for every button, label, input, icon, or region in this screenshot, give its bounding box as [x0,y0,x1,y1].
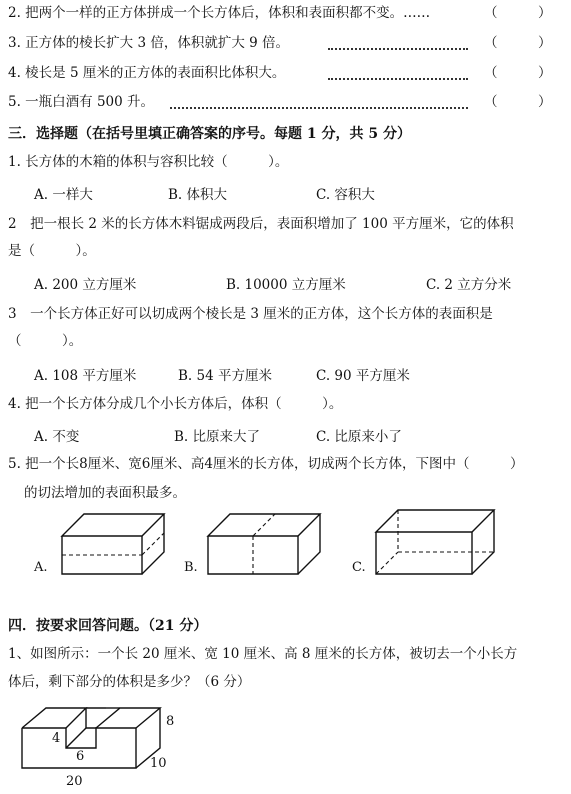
tf-answer-paren-3[interactable]: （ ） [484,35,552,51]
mc-q4-option-a[interactable]: A. 不变 [34,429,80,445]
mc-q1-option-b[interactable]: B. 体积大 [168,187,228,203]
tf-item-4: 4. 棱长是 5 厘米的正方体的表面积比体积大。 [8,65,286,81]
dimension-6-label: 6 [76,749,85,764]
mc-q1-option-c[interactable]: C. 容积大 [316,187,375,203]
problem-1-line2: 体后，剩下部分的体积是多少？（6 分） [8,674,251,690]
figure-b-label[interactable]: B. [184,560,198,575]
dimension-4-label: 4 [52,731,61,746]
mc-q2-line2: 是（ ）。 [8,243,96,259]
section-3-title: 三．选择题（在括号里填正确答案的序号。每题 1 分，共 5 分） [8,126,411,142]
tf-answer-paren-4[interactable]: （ ） [484,65,552,81]
mc-q4: 4. 把一个长方体分成几个小长方体后，体积（ ）。 [8,396,343,412]
mc-q3-option-c[interactable]: C. 90 平方厘米 [316,368,410,384]
dimension-8-label: 8 [166,714,175,729]
tf-answer-paren-2[interactable]: （ ） [484,5,552,21]
mc-q4-option-b[interactable]: B. 比原来大了 [174,429,261,445]
section-4-title: 四．按要求回答问题。（21 分） [8,618,208,634]
mc-q4-option-c[interactable]: C. 比原来小了 [316,429,402,445]
tf-item-2: 2. 把两个一样的正方体拼成一个长方体后，体积和表面积都不变。…… [8,5,431,21]
mc-q3-option-a[interactable]: A. 108 平方厘米 [34,368,137,384]
mc-q1: 1. 长方体的木箱的体积与容积比较（ ）。 [8,154,289,170]
tf-item-3: 3. 正方体的棱长扩大 3 倍，体积就扩大 9 倍。 [8,35,290,51]
mc-q1-option-a[interactable]: A. 一样大 [34,187,93,203]
mc-q3-line1: 3 一个长方体正好可以切成两个棱长是 3 厘米的正方体，这个长方体的表面积是 [8,306,493,322]
mc-q5-line2: 的切法增加的表面积最多。 [24,485,186,501]
mc-q2-line1: 2 把一根长 2 米的长方体木料锯成两段后，表面积增加了 100 平方厘米，它的体积 [8,216,514,232]
figure-c-label[interactable]: C. [352,560,366,575]
mc-q2-option-a[interactable]: A. 200 立方厘米 [34,277,137,293]
dimension-10-label: 10 [150,756,167,771]
tf-item-5: 5. 一瓶白酒有 500 升。 [8,94,155,110]
mc-q5-line1: 5. 把一个长8厘米、宽6厘米、高4厘米的长方体，切成两个长方体，下图中（ ） [8,456,524,472]
figure-a-label[interactable]: A. [34,560,48,575]
mc-q2-option-b[interactable]: B. 10000 立方厘米 [226,277,346,293]
mc-q2-option-c[interactable]: C. 2 立方分米 [426,277,512,293]
mc-q3-line2: （ ）。 [8,333,83,349]
problem-1-line1: 1、如图所示：一个长 20 厘米、宽 10 厘米、高 8 厘米的长方体，被切去一个小长方 [8,646,518,662]
tf-answer-paren-5[interactable]: （ ） [484,94,552,110]
mc-q3-option-b[interactable]: B. 54 平方厘米 [178,368,272,384]
dimension-20-label: 20 [66,774,83,789]
